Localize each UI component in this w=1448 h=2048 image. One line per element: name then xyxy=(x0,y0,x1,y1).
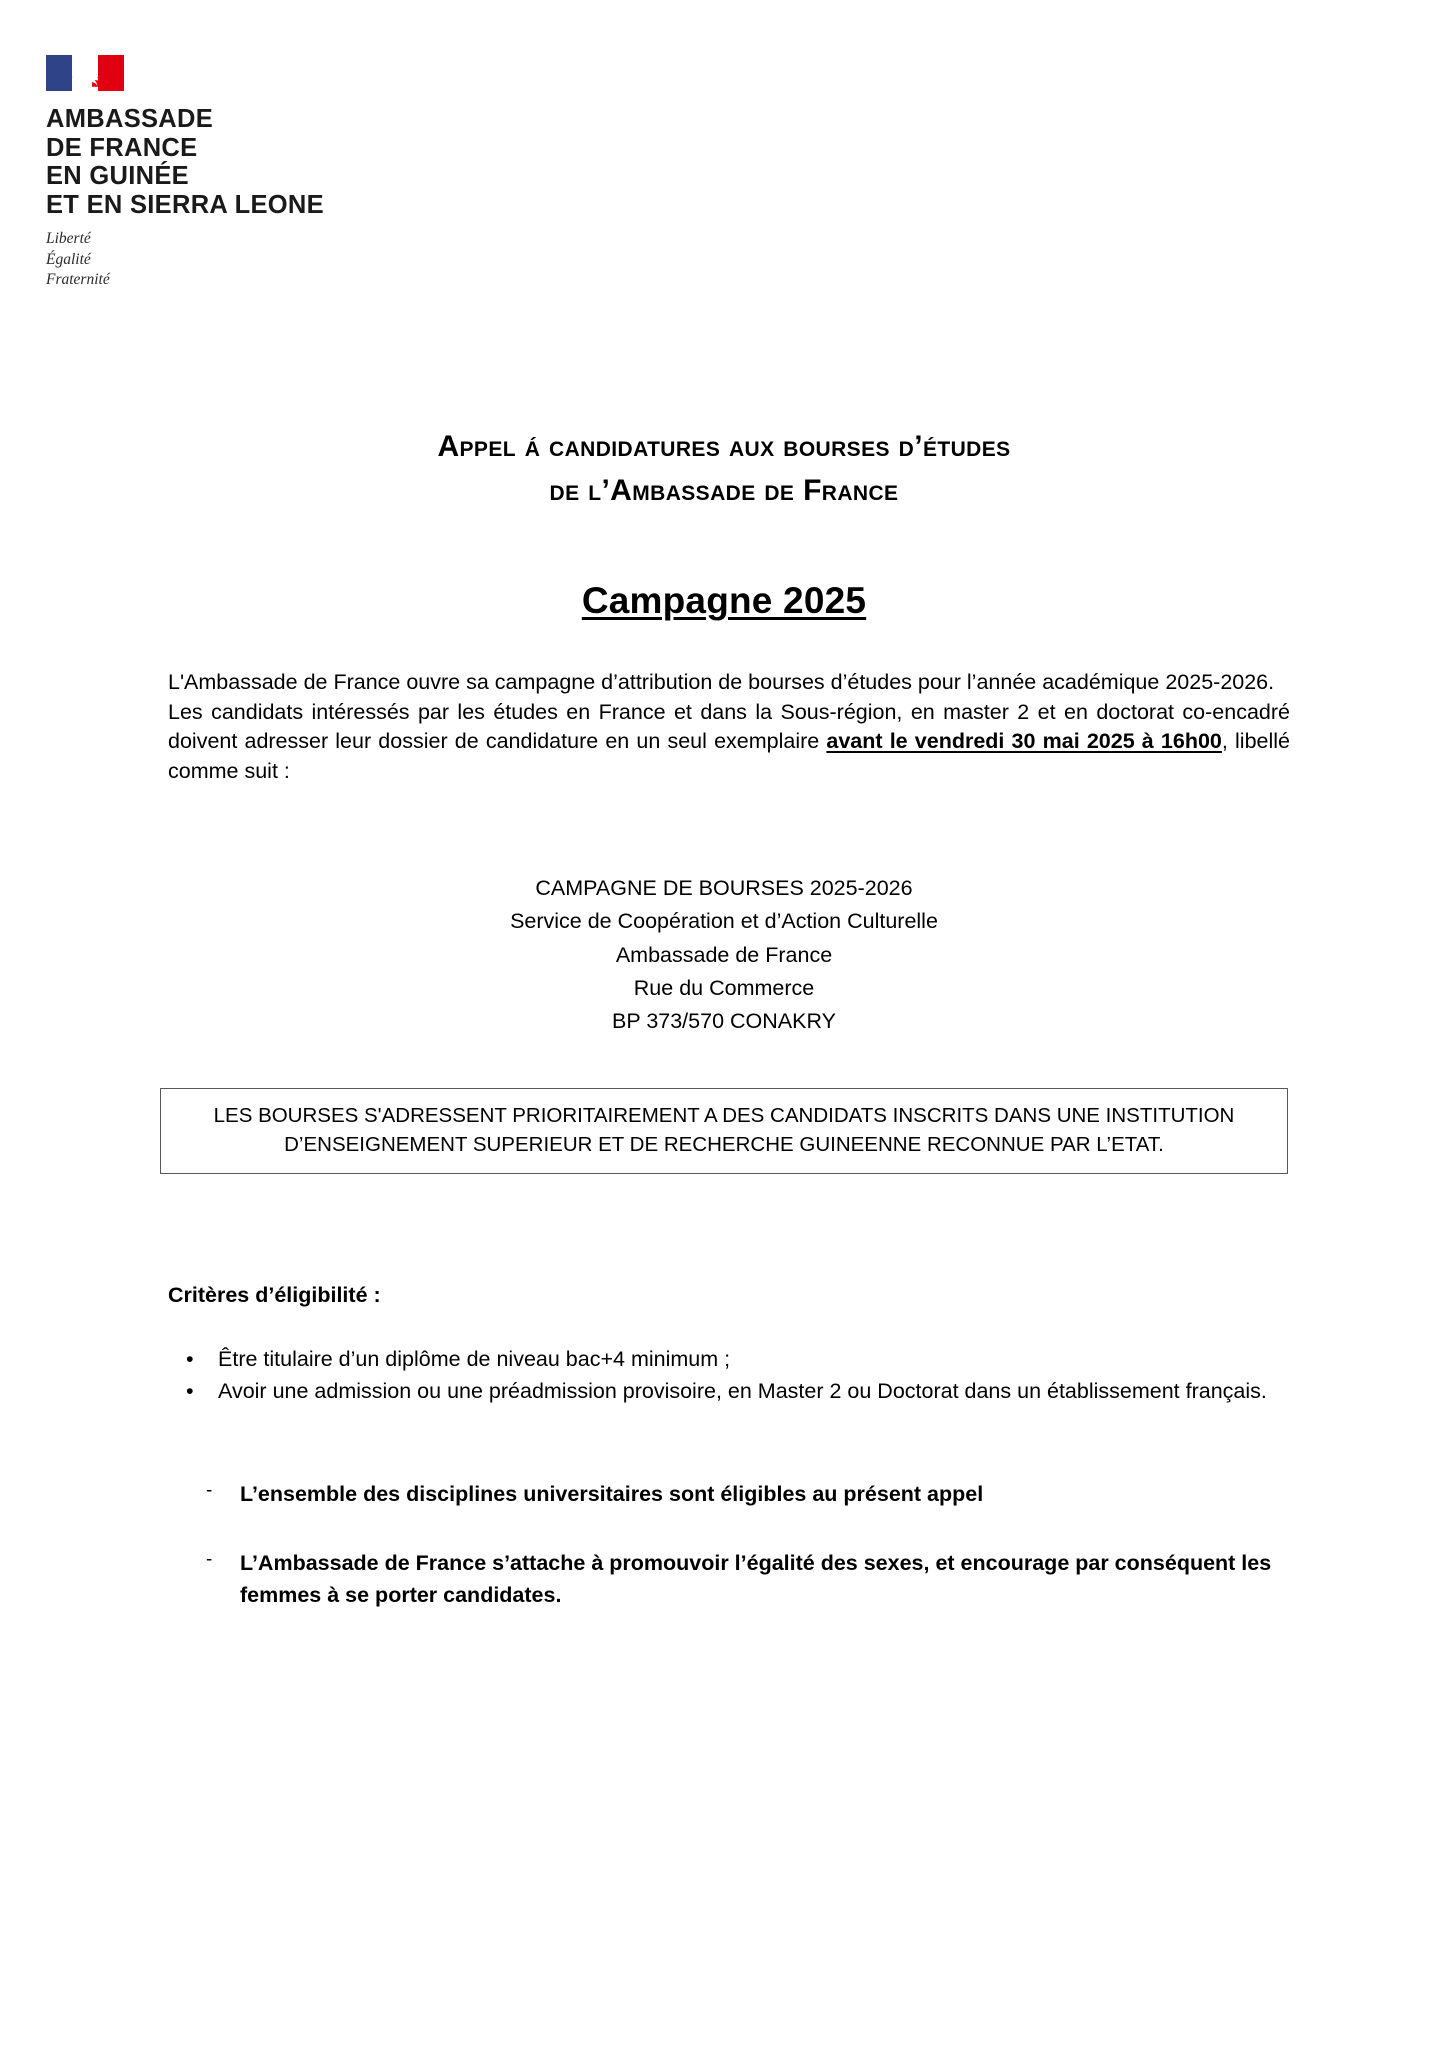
organisation-name-line-1: AMBASSADE xyxy=(46,105,214,133)
bullet-marker-icon: • xyxy=(186,1378,194,1403)
application-deadline: avant le vendredi 30 mai 2025 à 16h00 xyxy=(826,729,1222,754)
intro-paragraph-2-text-after: , libellé comme suit : xyxy=(168,729,1290,783)
organisation-name-line-4: ET EN SIERRA LEONE xyxy=(46,190,324,219)
document-title-line-2: de l’Ambassade de France xyxy=(549,473,899,507)
campaign-heading xyxy=(0,580,1448,622)
intro-section xyxy=(168,668,1290,787)
motto-egalite: Égalité xyxy=(46,250,91,268)
letterhead xyxy=(46,55,466,291)
address-line-1: CAMPAGNE DE BOURSES 2025-2026 xyxy=(535,876,913,900)
organisation-name-line-2: DE FRANCE xyxy=(46,133,198,162)
intro-paragraph-2-text-before: Les candidats intéressés par les études en France et dans la Sous-région, en master 2 et en doctorat co-encadré doivent adresser leur dossier de candidature en un seul exemplaire xyxy=(168,699,1290,754)
french-republic-marianne-flag-icon xyxy=(46,55,124,91)
document-title xyxy=(0,425,1448,513)
criteria-bullet-text: Être titulaire d’un diplôme de niveau bac+4 minimum ; xyxy=(218,1347,731,1371)
criteria-dash-text: L’ensemble des disciplines universitaires sont éligibles au présent appel xyxy=(240,1482,984,1506)
criteria-heading: Critères d’éligibilité : xyxy=(168,1283,381,1307)
postal-address-block xyxy=(0,872,1448,1039)
criteria-dash-text: L’Ambassade de France s’attache à promouvoir l’égalité des sexes, et encourage par conséquent les femmes à se porter candidates. xyxy=(240,1550,1272,1608)
intro-paragraph-2 xyxy=(168,698,1290,787)
address-line-2: Service de Coopération et d’Action Culturelle xyxy=(510,909,938,934)
criteria-dash-list xyxy=(168,1478,1290,1648)
criteria-bullet-text: Avoir une admission ou une préadmission provisoire, en Master 2 ou Doctorat dans un établissement français. xyxy=(218,1378,1267,1403)
bullet-marker-icon: • xyxy=(186,1347,194,1371)
eligibility-notice-box xyxy=(160,1088,1288,1174)
campaign-heading-text: Campagne 2025 xyxy=(581,580,867,621)
address-line-4: Rue du Commerce xyxy=(633,975,815,1000)
list-item xyxy=(168,1345,1290,1375)
organisation-name xyxy=(46,105,466,219)
motto-liberte: Liberté xyxy=(46,230,91,248)
list-item xyxy=(168,1478,1290,1511)
motto-fraternite: Fraternité xyxy=(46,271,110,289)
dash-marker-icon: - xyxy=(206,1480,213,1501)
list-item xyxy=(168,1377,1290,1407)
document-title-line-1: Appel á candidatures aux bourses d’études xyxy=(437,430,1011,463)
criteria-bullet-list xyxy=(168,1345,1290,1408)
intro-paragraph-1: L'Ambassade de France ouvre sa campagne d’attribution de bourses d’études pour l’année académique 2025-2026. xyxy=(168,670,1275,694)
address-line-3: Ambassade de France xyxy=(615,942,833,967)
dash-marker-icon: - xyxy=(206,1548,213,1570)
address-line-5: BP 373/570 CONAKRY xyxy=(612,1009,836,1034)
list-item xyxy=(168,1547,1290,1612)
organisation-name-line-3: EN GUINÉE xyxy=(46,162,189,191)
republic-motto xyxy=(46,229,466,290)
eligibility-notice-text: LES BOURSES S'ADRESSENT PRIORITAIREMENT A DES CANDIDATS INSCRITS DANS UNE INSTITUTION D’ENSEIGNEMENT SUPERIEUR ET DE RECHERCHE GUINEENNE RECONNUE PAR L’ETAT. xyxy=(213,1104,1235,1157)
